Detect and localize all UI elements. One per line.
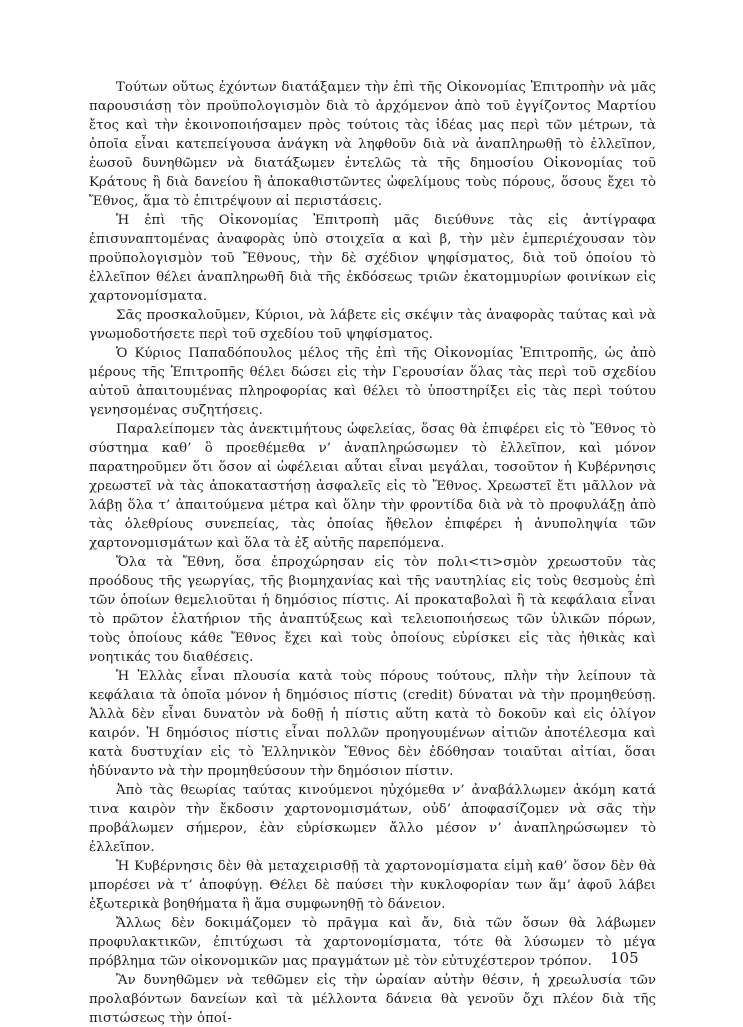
paragraph-4: Ὁ Κύριος Παπαδόπουλος μέλος τῆς ἐπὶ τῆς Οἰκονομίας Ἐπιτροπῆς, ὡς ἀπὸ μέρους τῆς Ἐπιτροπῆς θέλει δώσει εἰς τὴν Γερουσίαν ὅλας τὰς περὶ τοῦ σχεδίου αὐτοῦ ἀπαιτουμένας πληροφορίας καὶ θέλει τὸ ὑποστηρίξει εἰς τὰς περὶ τούτου γενησομένας συζητήσεις. bbox=[89, 346, 656, 418]
paragraph-3: Σᾶς προσκαλοῦμεν, Κύριοι, νὰ λάβετε εἰς σκέψιν τὰς ἀναφορὰς ταύτας καὶ νὰ γνωμοδοτήσετε περὶ τοῦ σχεδίου τοῦ ψηφίσματος. bbox=[89, 308, 656, 342]
paragraph-8: Ἀπὸ τὰς θεωρίας ταύτας κινούμενοι ηὐχόμεθα ν’ ἀναβάλλωμεν ἀκόμη κατά τινα καιρὸν τὴν ἔκδοσιν χαρτονομισμάτων, οὐδ’ ἀποφασίζομεν νὰ σᾶς τὴν προβάλωμεν σήμερον, ἐὰν εὑρίσκωμεν ἄλλο μέσον ν’ ἀναπληρώσωμεν τὸ ἐλλεῖπον. bbox=[89, 783, 656, 855]
paragraph-6: Ὅλα τὰ Ἔθνη, ὅσα ἐπροχώρησαν εἰς τὸν πολι<τι>σμὸν χρεωστοῦν τὰς προόδους τῆς γεωργίας, τῆς βιομηχανίας καὶ τῆς ναυτηλίας εἰς τοὺς θεσμοὺς ἐπὶ τῶν ὁποίων θεμελιοῦται ἡ δημόσιος πίστις. Αἱ προκαταβολαὶ ἢ τὰ κεφάλαια εἶναι τὸ πρῶτον ἐλατήριον τῆς ἀναπτύξεως καὶ τελειοποιήσεως τῶν ὑλικῶν πόρων, τοὺς ὁποίους κάθε Ἔθνος ἔχει καὶ τοὺς ὁποίους εὑρίσκει εἰς τὰς ἠθικὰς καὶ νοητικάς του διαθέσεις. bbox=[89, 555, 656, 665]
paragraph-5: Παραλείπομεν τὰς ἀνεκτιμήτους ὠφελείας, ὅσας θὰ ἐπιφέρει εἰς τὸ Ἔθνος τὸ σύστημα καθ’ ὃ προεθέμεθα ν’ ἀναπληρώσωμεν τὸ ἐλλεῖπον, καὶ μόνον παρατηροῦμεν ὅτι ὅσον αἱ ὠφέλειαι αὗται εἶναι μεγάλαι, τοσοῦτον ἡ Κυβέρνησις χρεωστεῖ νὰ τὰς ἀποκαταστήσῃ ἀσφαλεῖς εἰς τὸ Ἔθνος. Χρεωστεῖ ἔτι μᾶλλον νὰ λάβῃ ὅλα τ’ ἀπαιτούμενα μέτρα καὶ ὅλην τὴν φροντίδα διὰ νὰ τὸ προφυλάξῃ ἀπὸ τὰς ὀλεθρίους συνεπείας, τὰς ὁποίας ἤθελον ἐπιφέρει ἡ ἀνυποληψία τῶν χαρτονομισμάτων καὶ ὅλα τὰ ἐξ αὐτῆς παρεπόμενα. bbox=[89, 422, 656, 551]
paragraph-10: Ἄλλως δὲν δοκιμάζομεν τὸ πρᾶγμα καὶ ἄν, διὰ τῶν ὅσων θὰ λάβωμεν προφυλακτικῶν, ἐπιτύχωσι τὰ χαρτονομίσματα, τότε θὰ λύσωμεν τὸ μέγα πρόβλημα τῶν οἰκονομικῶν μας πραγμάτων μὲ τὸν εὐτυχέστερον τρόπον. bbox=[89, 916, 656, 969]
text-block bbox=[89, 78, 656, 1027]
paragraph-7: Ἡ Ἑλλὰς εἶναι πλουσία κατὰ τοὺς πόρους τούτους, πλὴν τὴν λείπουν τὰ κεφάλαια τὰ ὁποῖα μόνον ἡ δημόσιος πίστις (credit) δύναται νὰ τὴν προμηθεύσῃ. Ἀλλὰ δὲν εἶναι δυνατὸν νὰ δοθῇ ἡ πίστις αὕτη κατὰ τὸ δοκοῦν καὶ εἰς ὀλίγον καιρόν. Ἡ δημόσιος πίστις εἶναι πολλῶν προηγουμένων αἰτιῶν ἀποτέλεσμα καὶ κατὰ δυστυχίαν εἰς τὸ Ἑλληνικὸν Ἔθνος δὲν ἐδόθησαν τοιαῦται αἰτίαι, ὅσαι ἠδύναντο νὰ τὴν προμηθεύσουν τὴν δημόσιον πίστιν. bbox=[89, 669, 656, 779]
paragraph-2: Ἡ ἐπὶ τῆς Οἰκονομίας Ἐπιτροπὴ μᾶς διεύθυνε τὰς εἰς ἀντίγραφα ἐπισυναπτομένας ἀναφορὰς ὑπὸ στοιχεῖα α καὶ β, τὴν μὲν ἐμπεριέχουσαν τὸν προϋπολογισμὸν τοῦ Ἔθνους, τὴν δὲ σχέδιον ψηφίσματος, διὰ τοῦ ὁποίου τὸ ἐλλεῖπον θέλει ἀναπληρωθῆ διὰ τῆς ἐκδόσεως τριῶν ἑκατομμυρίων φοινίκων εἰς χαρτονομίσματα. bbox=[89, 213, 656, 304]
paragraph-11: Ἂν δυνηθῶμεν νὰ τεθῶμεν εἰς τὴν ὡραίαν αὐτὴν θέσιν, ἡ χρεωλυσία τῶν προλαβόντων δανείων καὶ τὰ μέλλοντα δάνεια θὰ γενοῦν ὄχι πλέον διὰ τῆς πιστώσεως τὴν ὁποί- bbox=[89, 973, 656, 1026]
paragraph-9: Ἡ Κυβέρνησις δὲν θὰ μεταχειρισθῇ τὰ χαρτονομίσματα εἰμὴ καθ’ ὅσον δὲν θὰ μπορέσει νὰ τ’ ἀποφύγῃ. Θέλει δὲ παύσει τὴν κυκλοφορίαν των ἅμ’ ἀφοῦ λάβει ἐξωτερικὰ βοηθήματα ἢ ἅμα συμφωνηθῇ τὸ δάνειον. bbox=[89, 859, 656, 912]
page-number: 105 bbox=[610, 949, 639, 967]
paragraph-1: Τούτων οὕτως ἐχόντων διατάξαμεν τὴν ἐπὶ τῆς Οἰκονομίας Ἐπιτροπὴν νὰ μᾶς παρουσιάσῃ τὸν προϋπολογισμὸν διὰ τὸ ἀρχόμενον ἀπὸ τοῦ ἐγγίζοντος Μαρτίου ἔτος καὶ τὴν ἐκοινοποιήσαμεν πρὸς τούτοις τὰς ἰδέας μας περὶ τῶν μέτρων, τὰ ὁποῖα εἶναι κατεπείγουσα ἀνάγκη νὰ ληφθοῦν διὰ νὰ ἀναπληρωθῇ τὸ ἐλλεῖπον, ἑωσοῦ δυνηθῶμεν νὰ διατάξωμεν ἐντελῶς τὰ τῆς δημοσίου Οἰκονομίας τοῦ Κράτους ἢ διὰ δανείου ἢ ἀποκαθιστῶντες ὠφελίμους τοὺς πόρους, ὅσους ἔχει τὸ Ἔθνος, ἅμα τὸ ἐπιτρέψουν αἱ περιστάσεις. bbox=[89, 80, 656, 209]
